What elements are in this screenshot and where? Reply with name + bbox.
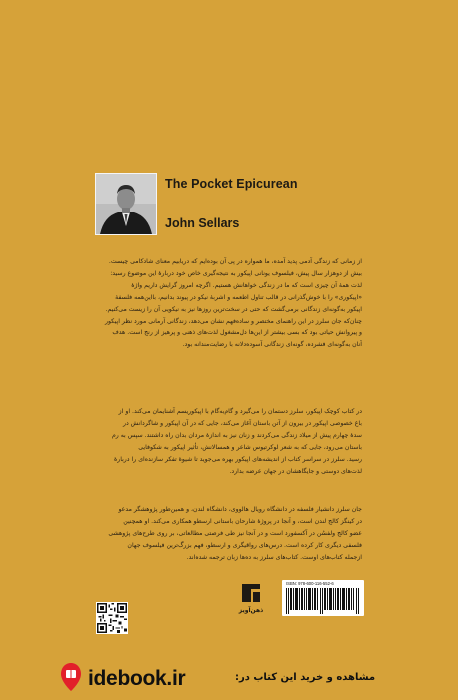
blurb-paragraph-1 xyxy=(92,256,362,351)
watermark-site[interactable]: idebook.ir xyxy=(88,667,186,690)
blurb-line: در کتاب کوچک اپیکور، سلرز دستمان را می‌گیرد و گام‌به‌گام با اپیکوریسم آشنایمان می‌کند. او از xyxy=(118,408,362,415)
blurb-line: لذت‌های دوستی و جایگاهشان در جهان عرضه بدارد. xyxy=(229,467,362,475)
blurb-line: رسید. سلرز در سراسر کتاب از اندیشه‌های اپیکور بهره می‌جوید تا شیوهٔ تفکر سازنده‌ای را دربارهٔ xyxy=(113,455,362,463)
isbn-number: ISBN: 978-600-116-552-6 xyxy=(286,581,334,586)
blurb-line: سدهٔ چهارم پیش از میلاد زندگی می‌کردند و زنان نیز به اندازهٔ مردان بدان راه داشتند. سپس به رم xyxy=(111,431,362,439)
blurb-line: ازجمله کتاب‌های اوست. کتاب‌های سلرز به ده‌ها زبان ترجمه شده‌اند. xyxy=(186,553,362,561)
blurb-line: آنان به‌گونه‌ای فشرده، گونه‌ای زندگانی آسوده‌دلانه با رضایت‌مندانه بود. xyxy=(182,341,362,349)
watermark-caption: مشاهده و خرید این کتاب در: xyxy=(235,672,376,683)
publisher-logo-icon xyxy=(239,582,263,604)
blurb-line: لذت همهٔ آن چیزی است که ما در زندگی خواهانش هستیم. اگرچه امروز گرایش داریم واژهٔ xyxy=(131,281,362,289)
blurb-line: چنان‌که جان سلرز در این راهنمای مختصر و ساده‌فهم نشان می‌دهد، زندگانی آرمانی مورد نظر اپیکور xyxy=(105,317,362,325)
author-photo xyxy=(95,173,157,235)
blurb-line: باستان می‌رود، جایی که به شعر لوکرتیوس شاعر و همسالانش، تأثیر اپیکور به شکوفایی xyxy=(138,443,362,451)
blurb-line: باغ خصوصی اپیکور در بیرون از آتن باستان آغاز می‌کند، جایی که در آن اپیکور و شاگردانش در xyxy=(122,419,362,427)
blurb-line: و پیروانش حیاتی بود که بسی بیشتر از این‌ها دل‌مشغول لذت‌های ذهنی و پرهیز از رنج است. هدف xyxy=(112,329,362,337)
blurb-line: فلسفی دیگری کار کرده است. درس‌های رواقیگری و ارسطو، فهم بزرگ‌ترین فیلسوف جهان xyxy=(127,541,362,549)
blurb-line: بیش از دوهزار سال پیش، فیلسوف یونانی اپیکور به نتیجه‌گیری خاص خود دربارهٔ این موضوع رسید: xyxy=(110,269,362,277)
watermark-logo-icon xyxy=(58,662,84,696)
blurb-line: از زمانی که زندگی آدمی پدید آمده، ما همواره در پی آن بوده‌ایم که دریابیم معنای شادکامی چیست. xyxy=(108,258,362,265)
blurb-line: در کینگز کالج لندن است، و آنجا در پروژهٔ شارحان باستانی ارسطو همکاری می‌کند. او همچنین xyxy=(123,517,362,525)
qr-code xyxy=(96,602,128,634)
publisher-name: ذهن‌آویز xyxy=(238,607,264,614)
author-name: John Sellars xyxy=(165,216,240,230)
blurb-line: اپیکور به‌گونه‌ای زندگانی برمی‌گشت که حتی در سخت‌ترین روزها نیز به نیکویی آن را زیست می‌کنیم. xyxy=(105,305,362,313)
blurb-line: عضو کالج ولفسُن در آکسفورد است و در آنجا نیز طی فرصتی مطالعاتی، بر روی طرح‌های پژوهشی xyxy=(108,529,362,537)
book-title: The Pocket Epicurean xyxy=(165,177,298,191)
blurb-line: «اپیکوری» را با خوش‌گذرانی در قالب تناول اطعمه و اشربهٔ نیکو در پیوند بدانیم، بااین‌همه فلسفهٔ xyxy=(115,293,362,301)
blurb-paragraph-2 xyxy=(92,406,362,477)
author-bio-paragraph xyxy=(92,504,362,564)
blurb-line: جان سلرز دانشیار فلسفه در دانشگاه رویال هالووی، دانشگاه لندن، و همین‌طور پژوهشگر مدعو xyxy=(118,506,362,513)
